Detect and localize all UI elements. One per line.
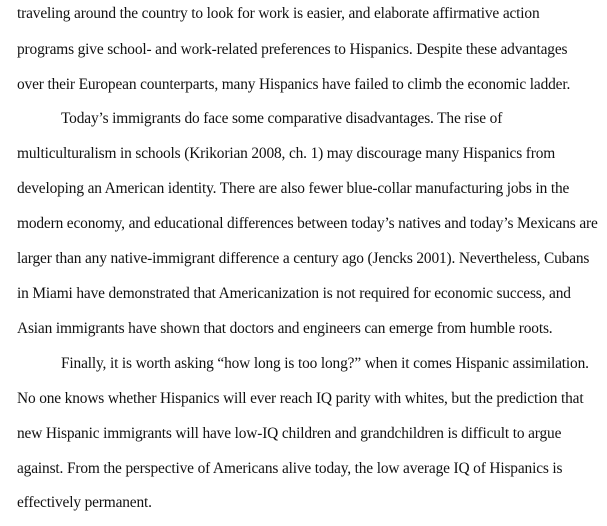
text-line: effectively permanent. [17,494,152,511]
text-line: new Hispanic immigrants will have low-IQ children and grandchildren is difficult to argue [17,425,562,442]
text-line: developing an American identity. There are also fewer blue-collar manufacturing jobs in the [17,180,570,197]
text-line: Asian immigrants have shown that doctors and engineers can emerge from humble roots. [17,320,553,337]
text-line: No one knows whether Hispanics will ever reach IQ parity with whites, but the prediction that [17,390,584,407]
text-line: modern economy, and educational differences between today’s natives and today’s Mexicans are [17,215,598,232]
text-line: larger than any native-immigrant difference a century ago (Jencks 2001). Nevertheless, Cubans [17,250,590,267]
text-line: in Miami have demonstrated that Americanization is not required for economic success, and [17,285,571,302]
text-line: against. From the perspective of Americans alive today, the low average IQ of Hispanics is [17,460,563,477]
paragraph-start-line: Finally, it is worth asking “how long is too long?” when it comes Hispanic assimilation. [61,355,589,372]
text-line: multiculturalism in schools (Krikorian 2008, ch. 1) may discourage many Hispanics from [17,145,556,162]
text-line: traveling around the country to look for work is easier, and elaborate affirmative action [17,5,540,22]
paragraph-start-line: Today’s immigrants do face some comparative disadvantages. The rise of [61,110,503,127]
text-line: over their European counterparts, many Hispanics have failed to climb the economic ladder. [17,76,571,93]
text-line: programs give school- and work-related preferences to Hispanics. Despite these advantages [17,41,568,58]
